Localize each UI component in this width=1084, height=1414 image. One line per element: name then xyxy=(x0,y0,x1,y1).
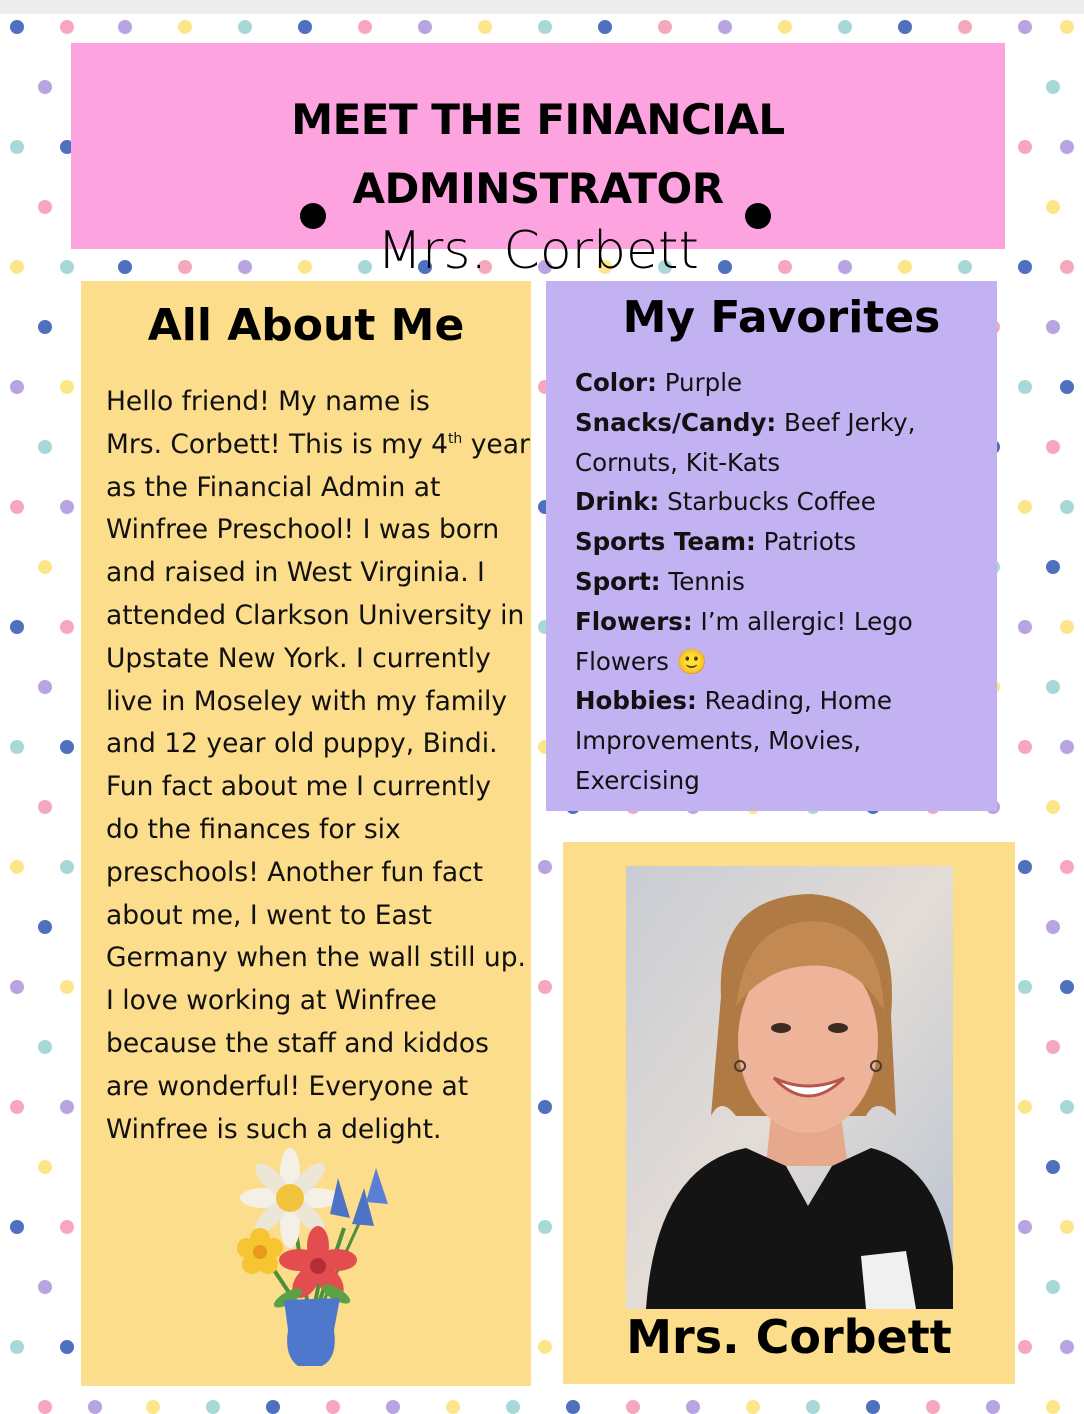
polka-dot xyxy=(1046,560,1060,574)
polka-dot xyxy=(60,1340,74,1354)
polka-dot xyxy=(10,860,24,874)
polka-dot xyxy=(60,380,74,394)
polka-dot xyxy=(866,1400,880,1414)
polka-dot xyxy=(1018,740,1032,754)
polka-dot xyxy=(538,1100,552,1114)
polka-dot xyxy=(1018,620,1032,634)
polka-dot xyxy=(38,1400,52,1414)
polka-dot xyxy=(38,560,52,574)
bullet-right-icon xyxy=(745,203,771,229)
about-line: live in Moseley with my family xyxy=(106,685,508,717)
polka-dot xyxy=(538,20,552,34)
polka-dot xyxy=(538,1220,552,1234)
about-text xyxy=(106,381,530,1151)
polka-dot xyxy=(1060,500,1074,514)
polka-dot xyxy=(206,1400,220,1414)
polka-dot xyxy=(60,740,74,754)
polka-dot xyxy=(1018,500,1032,514)
polka-dot xyxy=(10,1340,24,1354)
polka-dot xyxy=(60,500,74,514)
about-line: and raised in West Virginia. I xyxy=(106,557,485,589)
polka-dot xyxy=(1060,980,1074,994)
polka-dot xyxy=(10,980,24,994)
polka-dot xyxy=(1060,860,1074,874)
polka-dot xyxy=(1046,200,1060,214)
polka-dot xyxy=(1018,260,1032,274)
polka-dot xyxy=(926,1400,940,1414)
polka-dot xyxy=(718,20,732,34)
polka-dot xyxy=(1018,1340,1032,1354)
polka-dot xyxy=(986,1400,1000,1414)
polka-dot xyxy=(1046,440,1060,454)
favorites-list xyxy=(575,363,985,801)
about-line: preschools! Another fun fact xyxy=(106,856,484,888)
polka-dot xyxy=(1046,920,1060,934)
about-line: Winfree is such a delight. xyxy=(106,1113,442,1145)
favorite-item: Sport: Tennis xyxy=(575,566,745,596)
polka-dot xyxy=(10,20,24,34)
header-name: Mrs. Corbett xyxy=(377,221,699,281)
polka-dot xyxy=(478,20,492,34)
about-line: I love working at Winfree xyxy=(106,985,437,1017)
about-line: Fun fact about me I currently xyxy=(106,771,492,803)
title-line-1: MEET THE FINANCIAL xyxy=(291,95,785,144)
polka-dot xyxy=(38,920,52,934)
polka-dot xyxy=(446,1400,460,1414)
polka-dot xyxy=(778,20,792,34)
polka-dot xyxy=(1060,620,1074,634)
favorite-item: Sports Team: Patriots xyxy=(575,527,857,557)
favorite-item: Color: Purple xyxy=(575,368,743,397)
polka-dot xyxy=(10,260,24,274)
polka-dot xyxy=(1046,1280,1060,1294)
polka-dot xyxy=(1018,380,1032,394)
polka-dot xyxy=(1046,1160,1060,1174)
polka-dot xyxy=(38,80,52,94)
favorite-item: Flowers 🙂 xyxy=(575,646,708,676)
polka-dot xyxy=(1060,1340,1074,1354)
polka-dot xyxy=(1018,860,1032,874)
title-line-2: ADMINSTRATOR xyxy=(352,164,724,213)
polka-dot xyxy=(1060,740,1074,754)
polka-dot xyxy=(238,20,252,34)
polka-dot xyxy=(1018,140,1032,154)
about-line: about me, I went to East xyxy=(106,899,432,931)
polka-dot xyxy=(10,620,24,634)
polka-dot xyxy=(1060,140,1074,154)
polka-dot xyxy=(1018,1220,1032,1234)
about-line: are wonderful! Everyone at xyxy=(106,1070,469,1102)
about-line: Hello friend! My name is xyxy=(106,386,430,417)
polka-dot xyxy=(1018,20,1032,34)
polka-dot xyxy=(60,620,74,634)
about-heading: All About Me xyxy=(147,300,465,351)
title-banner xyxy=(71,43,1005,281)
about-line: attended Clarkson University in xyxy=(106,599,525,631)
polka-dot xyxy=(1060,1100,1074,1114)
polka-dot xyxy=(1046,680,1060,694)
polka-dot xyxy=(1060,380,1074,394)
about-line: Mrs. Corbett! This is my 4th year xyxy=(106,428,530,460)
polka-dot xyxy=(566,1400,580,1414)
polka-dot xyxy=(10,1220,24,1234)
polka-dot xyxy=(60,1100,74,1114)
polka-dot xyxy=(418,20,432,34)
polka-dot xyxy=(626,1400,640,1414)
polka-dot xyxy=(10,380,24,394)
about-line: Winfree Preschool! I was born xyxy=(106,514,500,546)
favorite-item: Exercising xyxy=(575,765,700,795)
polka-dot xyxy=(598,20,612,34)
polka-dot xyxy=(60,1220,74,1234)
polka-dot xyxy=(38,1280,52,1294)
polka-dot xyxy=(118,20,132,34)
polka-dot xyxy=(1018,980,1032,994)
polka-dot xyxy=(746,1400,760,1414)
polka-dot xyxy=(898,20,912,34)
polka-dot xyxy=(38,680,52,694)
polka-dot xyxy=(60,20,74,34)
polka-dot xyxy=(298,20,312,34)
polka-dot xyxy=(506,1400,520,1414)
polka-dot xyxy=(38,320,52,334)
favorite-item: Cornuts, Kit-Kats xyxy=(575,447,781,477)
polka-dot xyxy=(10,500,24,514)
polka-dot xyxy=(958,20,972,34)
polka-dot xyxy=(326,1400,340,1414)
polka-dot xyxy=(146,1400,160,1414)
polka-dot xyxy=(386,1400,400,1414)
about-line: because the staff and kiddos xyxy=(106,1027,489,1059)
polka-dot xyxy=(358,20,372,34)
polka-dot xyxy=(10,1100,24,1114)
photo-caption: Mrs. Corbett xyxy=(626,1310,952,1364)
about-line: and 12 year old puppy, Bindi. xyxy=(106,728,498,760)
favorite-item: Drink: Starbucks Coffee xyxy=(575,487,876,517)
polka-dot xyxy=(1046,320,1060,334)
favorite-item: Snacks/Candy: Beef Jerky, xyxy=(575,407,916,437)
polka-dot xyxy=(178,20,192,34)
polka-dot xyxy=(1060,1220,1074,1234)
favorite-item: Flowers: I’m allergic! Lego xyxy=(575,606,913,636)
polka-dot xyxy=(538,980,552,994)
polka-dot xyxy=(538,860,552,874)
polka-dot xyxy=(1046,1400,1060,1414)
superscript: th xyxy=(447,430,463,447)
polka-dot xyxy=(10,740,24,754)
polka-dot xyxy=(686,1400,700,1414)
polka-dot xyxy=(38,200,52,214)
polka-dot xyxy=(88,1400,102,1414)
polka-dot xyxy=(38,800,52,814)
flower-vase-icon xyxy=(226,1148,396,1370)
polka-dot xyxy=(1018,1100,1032,1114)
bullet-left-icon xyxy=(300,203,326,229)
polka-dot xyxy=(1046,1040,1060,1054)
about-line: Germany when the wall still up. xyxy=(106,942,526,974)
polka-dot xyxy=(10,140,24,154)
polka-dot xyxy=(838,20,852,34)
polka-dot xyxy=(1060,260,1074,274)
polka-dot xyxy=(60,860,74,874)
portrait-photo xyxy=(626,866,953,1309)
about-line: Upstate New York. I currently xyxy=(106,642,491,674)
favorite-item: Hobbies: Reading, Home xyxy=(575,686,892,716)
polka-dot xyxy=(266,1400,280,1414)
polka-dot xyxy=(38,1160,52,1174)
polka-dot xyxy=(38,1040,52,1054)
polka-dot xyxy=(1046,80,1060,94)
polka-dot xyxy=(1046,800,1060,814)
polka-dot xyxy=(538,1340,552,1354)
favorites-heading: My Favorites xyxy=(622,292,941,343)
about-line: do the finances for six xyxy=(106,813,401,845)
favorite-item: Improvements, Movies, xyxy=(575,726,862,756)
polka-dot xyxy=(806,1400,820,1414)
polka-dot xyxy=(60,980,74,994)
polka-dot xyxy=(38,440,52,454)
polka-dot xyxy=(658,20,672,34)
polka-dot xyxy=(1060,20,1074,34)
about-line: as the Financial Admin at xyxy=(106,471,441,503)
